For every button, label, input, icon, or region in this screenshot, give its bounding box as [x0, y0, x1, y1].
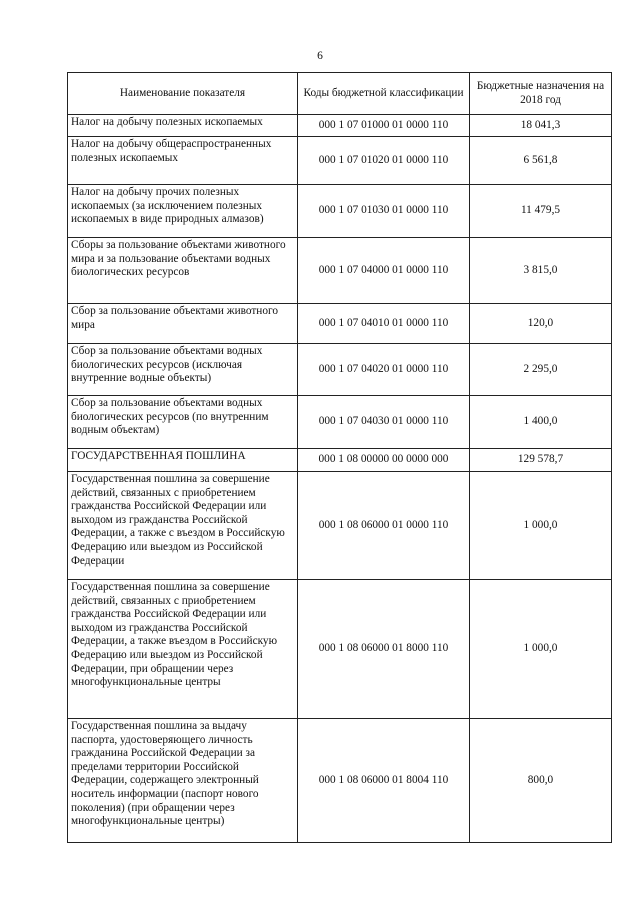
row-code: 000 1 08 06000 01 8004 110: [298, 719, 470, 843]
table-row: [68, 238, 612, 304]
table-row: [68, 449, 612, 472]
row-name: Налог на добычу общераспространенных полезных ископаемых: [68, 137, 298, 185]
row-name: Сборы за пользование объектами животного мира и за пользование объектами водных биологических ресурсов: [68, 238, 298, 304]
table-row: [68, 185, 612, 238]
row-code: 000 1 08 06000 01 0000 110: [298, 472, 470, 580]
row-code: 000 1 07 01020 01 0000 110: [298, 137, 470, 185]
row-code: 000 1 07 01030 01 0000 110: [298, 185, 470, 238]
row-code: 000 1 07 01000 01 0000 110: [298, 115, 470, 137]
row-amount: 120,0: [470, 304, 612, 344]
row-name: Государственная пошлина за выдачу паспорта, удостоверяющего личность гражданина Российской Федерации за пределами территории Российской Федерации, содержащего электронный носитель информации (паспорт нового поколения) (при обращении через многофункциональные центры): [68, 719, 298, 843]
table-row: [68, 472, 612, 580]
row-amount: 129 578,7: [470, 449, 612, 472]
table-row: [68, 304, 612, 344]
row-name: Налог на добычу прочих полезных ископаемых (за исключением полезных ископаемых в виде природных алмазов): [68, 185, 298, 238]
row-amount: 800,0: [470, 719, 612, 843]
row-amount: 18 041,3: [470, 115, 612, 137]
row-amount: 1 000,0: [470, 472, 612, 580]
row-amount: 2 295,0: [470, 344, 612, 396]
header-name: Наименование показателя: [68, 73, 298, 115]
row-name: ГОСУДАРСТВЕННАЯ ПОШЛИНА: [68, 449, 298, 472]
table-row: [68, 719, 612, 843]
row-name: Государственная пошлина за совершение действий, связанных с приобретением гражданства Российской Федерации или выходом из гражданства Российской Федерации, а также с въездом в Российскую Федерацию или выездом из Российской Федерации: [68, 472, 298, 580]
table-row: [68, 396, 612, 449]
row-code: 000 1 08 06000 01 8000 110: [298, 580, 470, 719]
row-name: Сбор за пользование объектами водных биологических ресурсов (по внутренним водным объектам): [68, 396, 298, 449]
row-code: 000 1 07 04030 01 0000 110: [298, 396, 470, 449]
page-number: 6: [317, 50, 323, 62]
row-amount: 11 479,5: [470, 185, 612, 238]
row-name: Сбор за пользование объектами водных биологических ресурсов (исключая внутренние водные объекты): [68, 344, 298, 396]
table-row: [68, 580, 612, 719]
table-row: [68, 115, 612, 137]
row-code: 000 1 08 00000 00 0000 000: [298, 449, 470, 472]
table-row: [68, 344, 612, 396]
table-row: [68, 137, 612, 185]
header-amount: Бюджетные назначения на 2018 год: [470, 73, 612, 115]
row-name: Сбор за пользование объектами животного мира: [68, 304, 298, 344]
row-name: Государственная пошлина за совершение действий, связанных с приобретением гражданства Российской Федерации или выходом из гражданства Российской Федерации, а также въездом в Российскую Федерацию или выездом из Российской Федерации, при обращении через многофункциональные центры: [68, 580, 298, 719]
row-amount: 6 561,8: [470, 137, 612, 185]
budget-table: [67, 72, 612, 843]
header-code: Коды бюджетной классификации: [298, 73, 470, 115]
row-code: 000 1 07 04020 01 0000 110: [298, 344, 470, 396]
row-name: Налог на добычу полезных ископаемых: [68, 115, 298, 137]
row-amount: 1 400,0: [470, 396, 612, 449]
row-code: 000 1 07 04000 01 0000 110: [298, 238, 470, 304]
row-code: 000 1 07 04010 01 0000 110: [298, 304, 470, 344]
row-amount: 1 000,0: [470, 580, 612, 719]
row-amount: 3 815,0: [470, 238, 612, 304]
table-header-row: [68, 73, 612, 115]
